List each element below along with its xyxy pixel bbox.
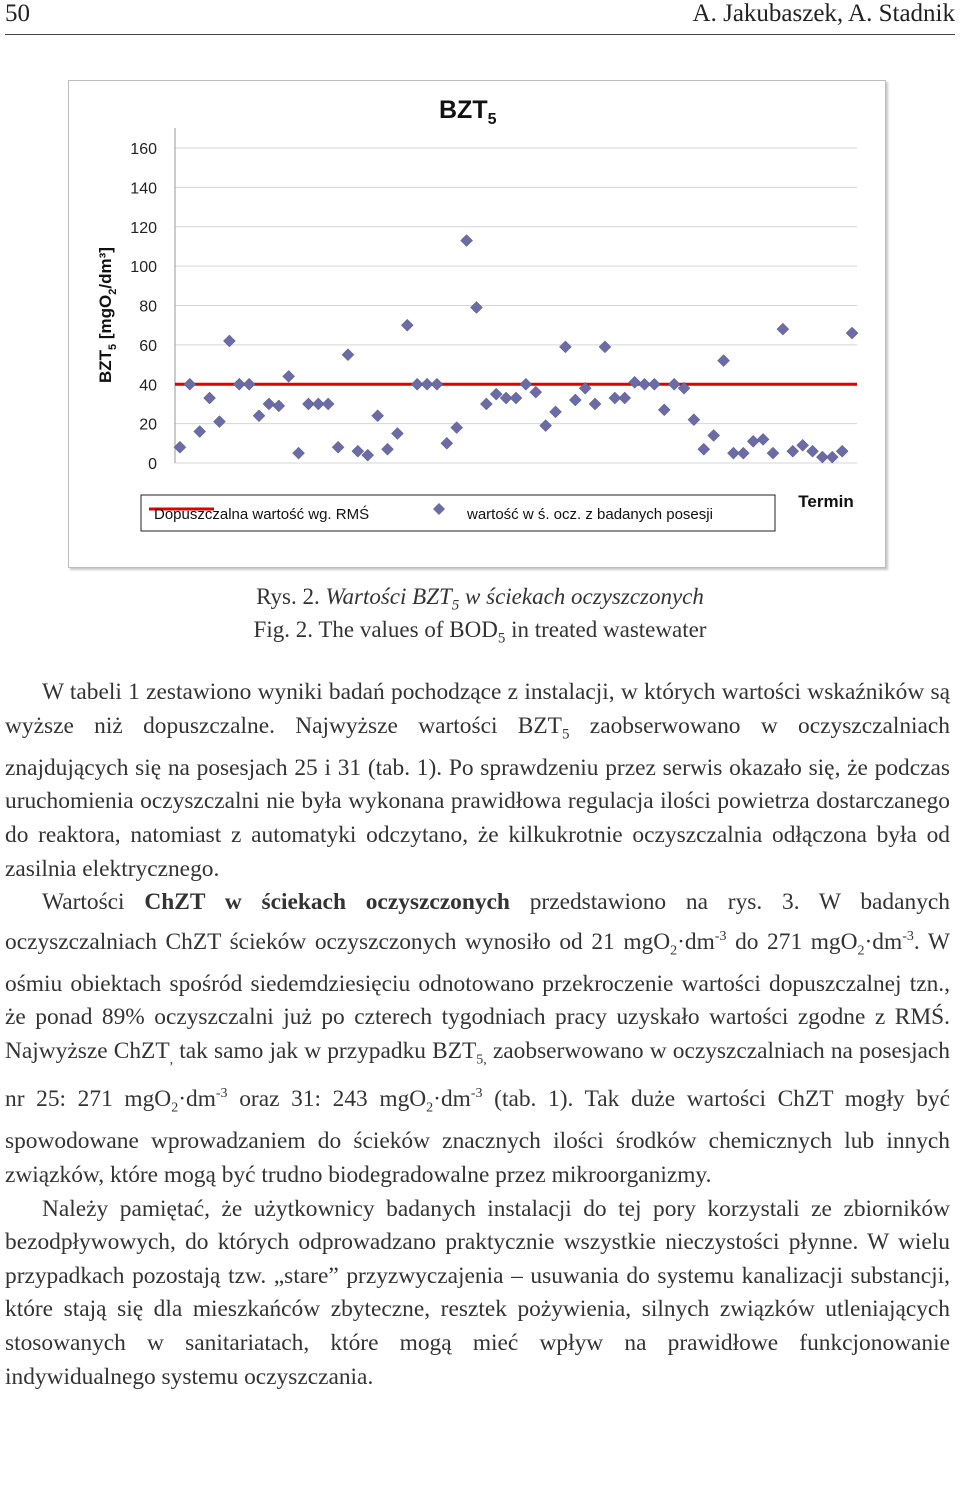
chart-title: $BZT_5$ [439,96,497,128]
data-point [708,429,720,441]
y-axis-label: $BZT_5$ [mgO$_2$/dm³] [96,247,119,383]
paragraph-3: Należy pamiętać, że użytkownicy badanych instalacji do tej pory korzystali ze zbiorników bezodpływowych, do których odprowadzano praktycznie wszystkie nieczystości płynne. W wielu przypadkach pozostają tzw. „stare” przyzwyczajenia – usuwania do systemu kanalizacji substancji, które stają się dla mieszkańców zbyteczne, resztek pożywienia, silnych związków utleniających stosowanych w sanitariatach, które mogą mieć wpływ na prawidłowe funkcjonowanie indywidualnego systemu oczyszczania. [5,1195,950,1390]
data-point [846,327,858,339]
data-point [648,378,660,390]
data-point [322,398,334,410]
data-point [391,427,403,439]
data-point [629,376,641,388]
figure-caption-en [0,617,960,648]
data-point [431,378,443,390]
y-tick-label: 80 [139,298,157,316]
p2-sub-3: 5, [476,1052,487,1068]
paragraph-2 [5,886,950,1192]
p2-sub-1: 2 [670,943,678,959]
p2-text-h: zaobserwowano w oczyszczalniach na posesjach nr 25: 271 mgO [5,1038,950,1113]
data-point [213,416,225,428]
data-point [293,447,305,459]
legend-points-label: wartość w ś. ocz. z badanych posesji [467,506,713,523]
p1-sub: 5 [561,726,570,743]
p2-sub-4: 2 [171,1100,179,1116]
data-point [441,437,453,449]
page-header [5,0,955,35]
p2-sub-5: 2 [426,1100,434,1116]
figure-chart-frame [68,80,886,568]
data-point [480,398,492,410]
paragraph-1 [5,676,950,886]
p2-text-c: ·dm [677,928,715,955]
data-point [470,301,482,313]
caption-pl-sub: 5 [451,597,460,614]
y-tick-label: 140 [130,180,157,198]
page-number: 50 [5,0,30,27]
body-text [5,676,950,1394]
data-point [589,398,601,410]
p2-sub-comma: , [169,1052,174,1068]
p2-sup-4: -3 [470,1086,483,1102]
legend-limit-label: Dopuszczalna wartość wg. RMŚ [154,506,370,523]
running-head-authors: A. Jakubaszek, A. Stadnik [692,0,955,27]
p1-text-b: zaobserwowano w oczyszczalniach znajdujących się na posesjach 25 i 31 (tab. 1). Po sprawdzeniu przez serwis okazało się, że podczas uruchomienia oczyszczalni nie była wykonana prawidłowa regulacja ilości powietrza dostarczanego do reaktora, natomiast z automatyki odczytano, że kilkukrotnie oczyszczalnia odłączona była od zasilnia elektrycznego. [5,712,950,882]
data-point [273,400,285,412]
caption-en-rest: in treated wastewater [505,617,707,642]
p2-text-k: ·dm [433,1086,471,1113]
y-tick-label: 60 [139,337,157,355]
data-point [777,323,789,335]
p2-sub-2: 2 [857,943,865,959]
y-tick-label: 0 [148,456,157,473]
data-point [263,398,275,410]
caption-pl-rest: w ściekach oczyszczonych [459,584,704,609]
caption-en-prefix: Fig. 2. [253,617,319,642]
data-point [569,394,581,406]
data-point [718,355,730,367]
y-tick-label: 20 [139,416,157,434]
data-point [461,235,473,247]
data-point [382,443,394,455]
data-point [204,392,216,404]
p2-text-e: ·dm [864,928,903,955]
p2-text-l: (tab. 1). Tak duże wartości ChZT mogły być spowodowane wprowadzaniem do ścieków znacznych ilości środków chemicznych lub innych związków, które mogą być trudno biodegradowalne przez mikroorganizmy. [5,1086,950,1188]
p2-sup-2: -3 [902,928,914,944]
data-point [826,451,838,463]
data-point [342,349,354,361]
y-tick-label: 100 [130,259,157,277]
caption-pl-text: Wartości BZT [325,584,452,609]
data-point [767,447,779,459]
p2-text-b: przedstawiono na rys. 3. W badanych oczyszczalniach ChZT ścieków oczyszczonych wynosiło od 21 mgO [5,889,950,955]
caption-pl-prefix: Rys. 2. [256,584,326,609]
data-point [372,410,384,422]
data-point [520,378,532,390]
data-point [510,392,522,404]
data-point [787,445,799,457]
data-point [658,404,670,416]
data-point [550,406,562,418]
data-point [836,445,848,457]
data-point [401,319,413,331]
data-point [253,410,265,422]
data-point [747,435,759,447]
data-point [194,426,206,438]
data-point [283,370,295,382]
p2-bold: ChZT w ściekach oczyszczonych [144,889,510,916]
data-point [540,420,552,432]
data-point [619,392,631,404]
data-point [737,447,749,459]
data-point [599,341,611,353]
caption-en-sub: 5 [497,630,506,647]
data-point [530,386,542,398]
data-point [184,378,196,390]
caption-en-text: The values of BOD [318,617,498,642]
data-point [174,441,186,453]
y-tick-label: 120 [130,219,157,237]
bod5-scatter-chart [69,81,885,567]
p2-text-g: tak samo jak w przypadku BZT [173,1038,477,1065]
data-point [332,441,344,453]
data-point [797,439,809,451]
p1-text-a: W tabeli 1 zestawiono wyniki badań pochodzące z instalacji, w których wartości wskaźników są wyższe niż dopuszczalne. Najwyższe wartości BZT [5,679,950,739]
y-tick-label: 40 [139,377,157,395]
p2-text-f: . W ośmiu obiektach spośród siedemdziesięciu odnotowano przekroczenie wartości dopuszczalnej tzn., że ponad 89% oczyszczalni już po czterech tygodniach pracy uzyskało wartości zgodne z RMŚ. Najwyższe ChZT [5,928,950,1065]
p2-sup-1: -3 [714,928,727,944]
data-point [243,378,255,390]
data-point [559,341,571,353]
x-axis-label: Termin [798,492,854,511]
data-point [807,445,819,457]
figure-caption-pl [0,584,960,615]
data-point [757,433,769,445]
p2-text-j: oraz 31: 243 mgO [227,1086,427,1113]
p2-sup-3: -3 [215,1086,228,1102]
y-tick-label: 160 [130,141,157,158]
p2-text-a: Wartości [42,889,145,916]
p2-text-d: do 271 mgO [726,928,858,955]
data-point [698,443,710,455]
p2-text-i: ·dm [178,1086,216,1113]
